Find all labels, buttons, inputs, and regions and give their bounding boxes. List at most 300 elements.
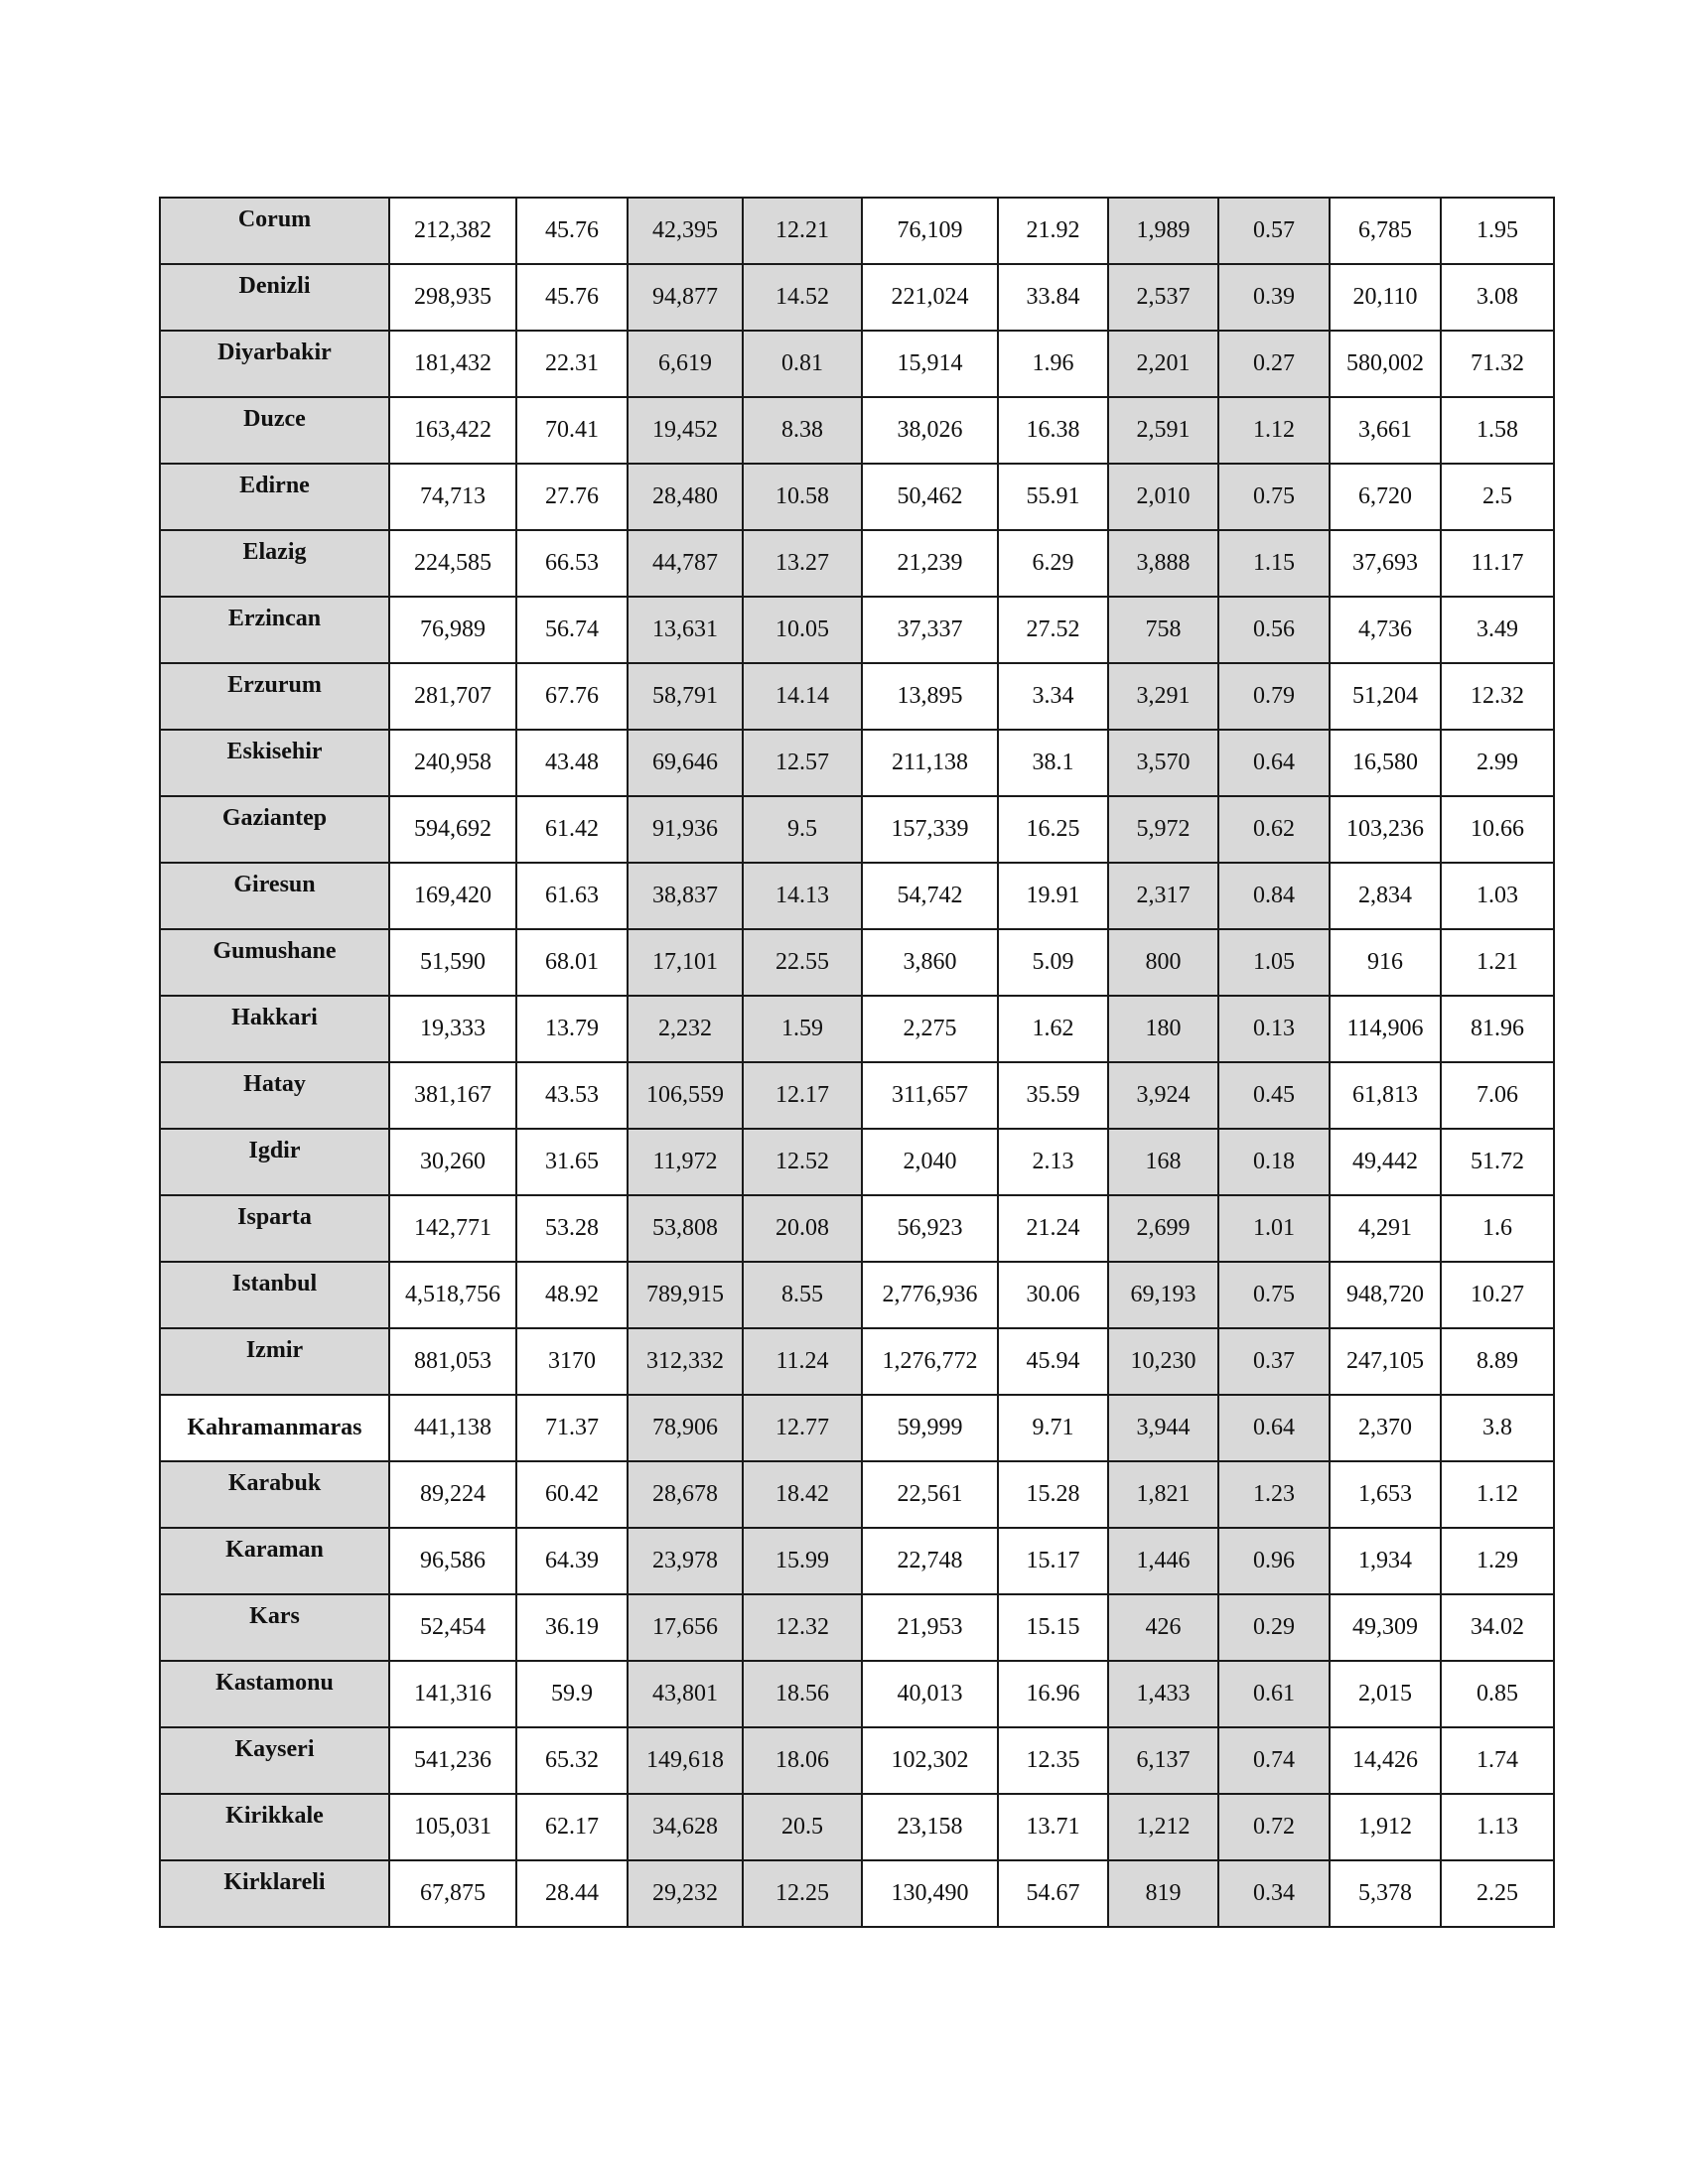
- province-name-cell: Karabuk: [160, 1461, 389, 1528]
- value-cell-col-8: 0.34: [1218, 1860, 1330, 1927]
- value-cell-col-2: 65.32: [516, 1727, 628, 1794]
- table-row: [160, 1262, 1554, 1328]
- value-cell-col-10: 1.29: [1441, 1528, 1554, 1594]
- value-cell-col-8: 0.37: [1218, 1328, 1330, 1395]
- value-cell-col-8: 0.96: [1218, 1528, 1330, 1594]
- value-cell-col-7: 2,201: [1108, 331, 1218, 397]
- value-cell-col-7: 1,821: [1108, 1461, 1218, 1528]
- value-cell-col-7: 5,972: [1108, 796, 1218, 863]
- value-cell-col-7: 1,212: [1108, 1794, 1218, 1860]
- value-cell-col-8: 1.12: [1218, 397, 1330, 464]
- value-cell-col-1: 4,518,756: [389, 1262, 516, 1328]
- table-row: [160, 730, 1554, 796]
- value-cell-col-5: 56,923: [862, 1195, 998, 1262]
- value-cell-col-3: 17,656: [628, 1594, 743, 1661]
- value-cell-col-7: 1,433: [1108, 1661, 1218, 1727]
- value-cell-col-7: 800: [1108, 929, 1218, 996]
- value-cell-col-4: 12.21: [743, 198, 862, 264]
- province-name-cell: Hakkari: [160, 996, 389, 1062]
- value-cell-col-8: 0.18: [1218, 1129, 1330, 1195]
- value-cell-col-2: 36.19: [516, 1594, 628, 1661]
- table-row: [160, 1594, 1554, 1661]
- table-row: [160, 1062, 1554, 1129]
- province-name-cell: Gumushane: [160, 929, 389, 996]
- value-cell-col-1: 141,316: [389, 1661, 516, 1727]
- province-name-cell: Corum: [160, 198, 389, 264]
- value-cell-col-6: 15.28: [998, 1461, 1108, 1528]
- value-cell-col-10: 1.03: [1441, 863, 1554, 929]
- value-cell-col-8: 0.84: [1218, 863, 1330, 929]
- value-cell-col-5: 22,561: [862, 1461, 998, 1528]
- value-cell-col-9: 2,834: [1330, 863, 1441, 929]
- value-cell-col-4: 8.38: [743, 397, 862, 464]
- value-cell-col-8: 0.62: [1218, 796, 1330, 863]
- value-cell-col-5: 3,860: [862, 929, 998, 996]
- value-cell-col-10: 1.6: [1441, 1195, 1554, 1262]
- value-cell-col-8: 0.79: [1218, 663, 1330, 730]
- value-cell-col-10: 3.49: [1441, 597, 1554, 663]
- value-cell-col-3: 28,678: [628, 1461, 743, 1528]
- value-cell-col-3: 58,791: [628, 663, 743, 730]
- province-name-cell: Igdir: [160, 1129, 389, 1195]
- value-cell-col-3: 34,628: [628, 1794, 743, 1860]
- province-name-cell: Erzincan: [160, 597, 389, 663]
- value-cell-col-7: 426: [1108, 1594, 1218, 1661]
- province-name-cell: Erzurum: [160, 663, 389, 730]
- value-cell-col-4: 10.58: [743, 464, 862, 530]
- value-cell-col-4: 18.56: [743, 1661, 862, 1727]
- value-cell-col-6: 5.09: [998, 929, 1108, 996]
- table-row: [160, 1195, 1554, 1262]
- value-cell-col-7: 758: [1108, 597, 1218, 663]
- province-name-cell: Hatay: [160, 1062, 389, 1129]
- value-cell-col-2: 64.39: [516, 1528, 628, 1594]
- value-cell-col-6: 13.71: [998, 1794, 1108, 1860]
- value-cell-col-10: 71.32: [1441, 331, 1554, 397]
- value-cell-col-5: 2,776,936: [862, 1262, 998, 1328]
- value-cell-col-9: 580,002: [1330, 331, 1441, 397]
- value-cell-col-10: 7.06: [1441, 1062, 1554, 1129]
- value-cell-col-8: 0.57: [1218, 198, 1330, 264]
- table-row: [160, 1461, 1554, 1528]
- value-cell-col-3: 11,972: [628, 1129, 743, 1195]
- value-cell-col-8: 0.74: [1218, 1727, 1330, 1794]
- value-cell-col-1: 19,333: [389, 996, 516, 1062]
- value-cell-col-6: 27.52: [998, 597, 1108, 663]
- value-cell-col-7: 69,193: [1108, 1262, 1218, 1328]
- value-cell-col-1: 163,422: [389, 397, 516, 464]
- province-name-cell: Kahramanmaras: [160, 1395, 389, 1461]
- value-cell-col-3: 23,978: [628, 1528, 743, 1594]
- value-cell-col-2: 68.01: [516, 929, 628, 996]
- table-row: [160, 863, 1554, 929]
- value-cell-col-5: 54,742: [862, 863, 998, 929]
- province-name-cell: Giresun: [160, 863, 389, 929]
- value-cell-col-2: 45.76: [516, 198, 628, 264]
- value-cell-col-5: 130,490: [862, 1860, 998, 1927]
- value-cell-col-2: 43.53: [516, 1062, 628, 1129]
- province-name-cell: Izmir: [160, 1328, 389, 1395]
- province-name-cell: Kirikkale: [160, 1794, 389, 1860]
- value-cell-col-3: 149,618: [628, 1727, 743, 1794]
- value-cell-col-10: 8.89: [1441, 1328, 1554, 1395]
- value-cell-col-1: 30,260: [389, 1129, 516, 1195]
- value-cell-col-10: 2.25: [1441, 1860, 1554, 1927]
- value-cell-col-2: 22.31: [516, 331, 628, 397]
- value-cell-col-9: 37,693: [1330, 530, 1441, 597]
- value-cell-col-3: 312,332: [628, 1328, 743, 1395]
- value-cell-col-9: 1,653: [1330, 1461, 1441, 1528]
- value-cell-col-4: 12.17: [743, 1062, 862, 1129]
- table-row: [160, 530, 1554, 597]
- value-cell-col-4: 14.52: [743, 264, 862, 331]
- value-cell-col-10: 81.96: [1441, 996, 1554, 1062]
- value-cell-col-7: 2,317: [1108, 863, 1218, 929]
- value-cell-col-3: 28,480: [628, 464, 743, 530]
- value-cell-col-7: 10,230: [1108, 1328, 1218, 1395]
- value-cell-col-5: 37,337: [862, 597, 998, 663]
- value-cell-col-7: 2,010: [1108, 464, 1218, 530]
- value-cell-col-5: 2,040: [862, 1129, 998, 1195]
- value-cell-col-2: 3170: [516, 1328, 628, 1395]
- value-cell-col-1: 74,713: [389, 464, 516, 530]
- value-cell-col-9: 6,785: [1330, 198, 1441, 264]
- value-cell-col-4: 1.59: [743, 996, 862, 1062]
- value-cell-col-5: 50,462: [862, 464, 998, 530]
- value-cell-col-1: 541,236: [389, 1727, 516, 1794]
- value-cell-col-7: 3,888: [1108, 530, 1218, 597]
- value-cell-col-9: 16,580: [1330, 730, 1441, 796]
- province-name-cell: Istanbul: [160, 1262, 389, 1328]
- value-cell-col-2: 66.53: [516, 530, 628, 597]
- value-cell-col-2: 62.17: [516, 1794, 628, 1860]
- value-cell-col-5: 23,158: [862, 1794, 998, 1860]
- province-name-cell: Kayseri: [160, 1727, 389, 1794]
- province-name-cell: Duzce: [160, 397, 389, 464]
- value-cell-col-1: 441,138: [389, 1395, 516, 1461]
- value-cell-col-6: 15.15: [998, 1594, 1108, 1661]
- table-row: [160, 264, 1554, 331]
- value-cell-col-2: 45.76: [516, 264, 628, 331]
- value-cell-col-1: 76,989: [389, 597, 516, 663]
- value-cell-col-1: 96,586: [389, 1528, 516, 1594]
- province-name-cell: Diyarbakir: [160, 331, 389, 397]
- value-cell-col-2: 56.74: [516, 597, 628, 663]
- province-name-cell: Karaman: [160, 1528, 389, 1594]
- value-cell-col-7: 3,291: [1108, 663, 1218, 730]
- table-row: [160, 796, 1554, 863]
- table-row: [160, 198, 1554, 264]
- value-cell-col-8: 1.15: [1218, 530, 1330, 597]
- value-cell-col-6: 16.25: [998, 796, 1108, 863]
- value-cell-col-3: 789,915: [628, 1262, 743, 1328]
- value-cell-col-9: 247,105: [1330, 1328, 1441, 1395]
- value-cell-col-7: 3,570: [1108, 730, 1218, 796]
- value-cell-col-8: 0.56: [1218, 597, 1330, 663]
- value-cell-col-6: 38.1: [998, 730, 1108, 796]
- value-cell-col-5: 21,953: [862, 1594, 998, 1661]
- value-cell-col-4: 12.52: [743, 1129, 862, 1195]
- value-cell-col-5: 59,999: [862, 1395, 998, 1461]
- value-cell-col-9: 6,720: [1330, 464, 1441, 530]
- value-cell-col-10: 51.72: [1441, 1129, 1554, 1195]
- value-cell-col-1: 67,875: [389, 1860, 516, 1927]
- value-cell-col-9: 1,912: [1330, 1794, 1441, 1860]
- province-statistics-table: [159, 197, 1555, 1928]
- value-cell-col-5: 13,895: [862, 663, 998, 730]
- value-cell-col-3: 43,801: [628, 1661, 743, 1727]
- province-name-cell: Denizli: [160, 264, 389, 331]
- table-row: [160, 597, 1554, 663]
- value-cell-col-1: 594,692: [389, 796, 516, 863]
- value-cell-col-4: 11.24: [743, 1328, 862, 1395]
- value-cell-col-2: 31.65: [516, 1129, 628, 1195]
- value-cell-col-6: 19.91: [998, 863, 1108, 929]
- value-cell-col-4: 12.57: [743, 730, 862, 796]
- value-cell-col-6: 2.13: [998, 1129, 1108, 1195]
- value-cell-col-5: 221,024: [862, 264, 998, 331]
- value-cell-col-7: 819: [1108, 1860, 1218, 1927]
- value-cell-col-9: 4,736: [1330, 597, 1441, 663]
- value-cell-col-7: 168: [1108, 1129, 1218, 1195]
- value-cell-col-6: 1.96: [998, 331, 1108, 397]
- value-cell-col-1: 51,590: [389, 929, 516, 996]
- value-cell-col-3: 38,837: [628, 863, 743, 929]
- value-cell-col-10: 1.13: [1441, 1794, 1554, 1860]
- value-cell-col-5: 40,013: [862, 1661, 998, 1727]
- value-cell-col-3: 17,101: [628, 929, 743, 996]
- value-cell-col-8: 0.61: [1218, 1661, 1330, 1727]
- value-cell-col-4: 20.5: [743, 1794, 862, 1860]
- value-cell-col-5: 2,275: [862, 996, 998, 1062]
- value-cell-col-2: 61.63: [516, 863, 628, 929]
- value-cell-col-6: 16.38: [998, 397, 1108, 464]
- value-cell-col-8: 0.29: [1218, 1594, 1330, 1661]
- value-cell-col-1: 212,382: [389, 198, 516, 264]
- value-cell-col-2: 61.42: [516, 796, 628, 863]
- value-cell-col-9: 14,426: [1330, 1727, 1441, 1794]
- value-cell-col-4: 18.06: [743, 1727, 862, 1794]
- value-cell-col-9: 5,378: [1330, 1860, 1441, 1927]
- table-row: [160, 1727, 1554, 1794]
- value-cell-col-4: 0.81: [743, 331, 862, 397]
- value-cell-col-4: 12.77: [743, 1395, 862, 1461]
- value-cell-col-4: 14.13: [743, 863, 862, 929]
- value-cell-col-8: 0.72: [1218, 1794, 1330, 1860]
- value-cell-col-8: 0.64: [1218, 730, 1330, 796]
- table-body: [160, 198, 1554, 1927]
- value-cell-col-10: 1.95: [1441, 198, 1554, 264]
- value-cell-col-8: 0.45: [1218, 1062, 1330, 1129]
- value-cell-col-10: 10.66: [1441, 796, 1554, 863]
- value-cell-col-10: 11.17: [1441, 530, 1554, 597]
- value-cell-col-3: 2,232: [628, 996, 743, 1062]
- value-cell-col-1: 281,707: [389, 663, 516, 730]
- value-cell-col-1: 181,432: [389, 331, 516, 397]
- value-cell-col-1: 169,420: [389, 863, 516, 929]
- value-cell-col-3: 6,619: [628, 331, 743, 397]
- value-cell-col-6: 55.91: [998, 464, 1108, 530]
- value-cell-col-7: 3,944: [1108, 1395, 1218, 1461]
- value-cell-col-3: 94,877: [628, 264, 743, 331]
- value-cell-col-7: 2,591: [1108, 397, 1218, 464]
- value-cell-col-5: 102,302: [862, 1727, 998, 1794]
- value-cell-col-5: 21,239: [862, 530, 998, 597]
- value-cell-col-8: 0.64: [1218, 1395, 1330, 1461]
- value-cell-col-4: 10.05: [743, 597, 862, 663]
- value-cell-col-2: 53.28: [516, 1195, 628, 1262]
- value-cell-col-6: 1.62: [998, 996, 1108, 1062]
- value-cell-col-2: 48.92: [516, 1262, 628, 1328]
- value-cell-col-8: 1.23: [1218, 1461, 1330, 1528]
- value-cell-col-6: 33.84: [998, 264, 1108, 331]
- value-cell-col-3: 13,631: [628, 597, 743, 663]
- value-cell-col-3: 78,906: [628, 1395, 743, 1461]
- value-cell-col-2: 59.9: [516, 1661, 628, 1727]
- value-cell-col-6: 16.96: [998, 1661, 1108, 1727]
- province-name-cell: Gaziantep: [160, 796, 389, 863]
- value-cell-col-2: 27.76: [516, 464, 628, 530]
- table-row: [160, 1860, 1554, 1927]
- value-cell-col-3: 53,808: [628, 1195, 743, 1262]
- value-cell-col-9: 3,661: [1330, 397, 1441, 464]
- value-cell-col-1: 52,454: [389, 1594, 516, 1661]
- value-cell-col-7: 3,924: [1108, 1062, 1218, 1129]
- value-cell-col-4: 14.14: [743, 663, 862, 730]
- value-cell-col-5: 211,138: [862, 730, 998, 796]
- value-cell-col-2: 71.37: [516, 1395, 628, 1461]
- value-cell-col-5: 1,276,772: [862, 1328, 998, 1395]
- value-cell-col-7: 2,537: [1108, 264, 1218, 331]
- value-cell-col-10: 12.32: [1441, 663, 1554, 730]
- value-cell-col-5: 76,109: [862, 198, 998, 264]
- province-name-cell: Kirklareli: [160, 1860, 389, 1927]
- table-row: [160, 1661, 1554, 1727]
- value-cell-col-9: 2,015: [1330, 1661, 1441, 1727]
- value-cell-col-3: 106,559: [628, 1062, 743, 1129]
- value-cell-col-2: 13.79: [516, 996, 628, 1062]
- value-cell-col-10: 10.27: [1441, 1262, 1554, 1328]
- value-cell-col-4: 20.08: [743, 1195, 862, 1262]
- value-cell-col-9: 2,370: [1330, 1395, 1441, 1461]
- value-cell-col-6: 9.71: [998, 1395, 1108, 1461]
- value-cell-col-1: 881,053: [389, 1328, 516, 1395]
- table-row: [160, 1129, 1554, 1195]
- value-cell-col-1: 298,935: [389, 264, 516, 331]
- value-cell-col-3: 44,787: [628, 530, 743, 597]
- value-cell-col-8: 0.75: [1218, 1262, 1330, 1328]
- table-row: [160, 331, 1554, 397]
- value-cell-col-10: 0.85: [1441, 1661, 1554, 1727]
- value-cell-col-9: 103,236: [1330, 796, 1441, 863]
- value-cell-col-9: 49,442: [1330, 1129, 1441, 1195]
- table-row: [160, 1528, 1554, 1594]
- province-name-cell: Kastamonu: [160, 1661, 389, 1727]
- value-cell-col-4: 8.55: [743, 1262, 862, 1328]
- value-cell-col-1: 381,167: [389, 1062, 516, 1129]
- table-row: [160, 663, 1554, 730]
- value-cell-col-10: 3.08: [1441, 264, 1554, 331]
- value-cell-col-10: 34.02: [1441, 1594, 1554, 1661]
- value-cell-col-10: 1.21: [1441, 929, 1554, 996]
- value-cell-col-9: 20,110: [1330, 264, 1441, 331]
- value-cell-col-10: 2.5: [1441, 464, 1554, 530]
- value-cell-col-7: 1,446: [1108, 1528, 1218, 1594]
- value-cell-col-3: 29,232: [628, 1860, 743, 1927]
- table-row: [160, 1794, 1554, 1860]
- table-row: [160, 929, 1554, 996]
- value-cell-col-7: 1,989: [1108, 198, 1218, 264]
- value-cell-col-6: 35.59: [998, 1062, 1108, 1129]
- value-cell-col-10: 1.58: [1441, 397, 1554, 464]
- value-cell-col-4: 22.55: [743, 929, 862, 996]
- value-cell-col-10: 1.74: [1441, 1727, 1554, 1794]
- value-cell-col-6: 45.94: [998, 1328, 1108, 1395]
- value-cell-col-6: 30.06: [998, 1262, 1108, 1328]
- value-cell-col-1: 224,585: [389, 530, 516, 597]
- value-cell-col-10: 3.8: [1441, 1395, 1554, 1461]
- value-cell-col-1: 142,771: [389, 1195, 516, 1262]
- value-cell-col-6: 54.67: [998, 1860, 1108, 1927]
- province-name-cell: Isparta: [160, 1195, 389, 1262]
- province-name-cell: Edirne: [160, 464, 389, 530]
- value-cell-col-2: 43.48: [516, 730, 628, 796]
- value-cell-col-9: 51,204: [1330, 663, 1441, 730]
- value-cell-col-5: 38,026: [862, 397, 998, 464]
- value-cell-col-9: 916: [1330, 929, 1441, 996]
- value-cell-col-2: 67.76: [516, 663, 628, 730]
- value-cell-col-6: 15.17: [998, 1528, 1108, 1594]
- value-cell-col-3: 91,936: [628, 796, 743, 863]
- value-cell-col-2: 28.44: [516, 1860, 628, 1927]
- value-cell-col-6: 3.34: [998, 663, 1108, 730]
- table-row: [160, 1328, 1554, 1395]
- table-row: [160, 996, 1554, 1062]
- value-cell-col-5: 157,339: [862, 796, 998, 863]
- province-name-cell: Eskisehir: [160, 730, 389, 796]
- value-cell-col-9: 4,291: [1330, 1195, 1441, 1262]
- value-cell-col-6: 21.24: [998, 1195, 1108, 1262]
- value-cell-col-5: 311,657: [862, 1062, 998, 1129]
- value-cell-col-4: 9.5: [743, 796, 862, 863]
- value-cell-col-1: 105,031: [389, 1794, 516, 1860]
- value-cell-col-5: 22,748: [862, 1528, 998, 1594]
- value-cell-col-2: 60.42: [516, 1461, 628, 1528]
- value-cell-col-9: 49,309: [1330, 1594, 1441, 1661]
- province-name-cell: Kars: [160, 1594, 389, 1661]
- value-cell-col-1: 89,224: [389, 1461, 516, 1528]
- value-cell-col-6: 6.29: [998, 530, 1108, 597]
- value-cell-col-7: 2,699: [1108, 1195, 1218, 1262]
- table-row: [160, 464, 1554, 530]
- value-cell-col-9: 948,720: [1330, 1262, 1441, 1328]
- value-cell-col-3: 69,646: [628, 730, 743, 796]
- value-cell-col-8: 1.01: [1218, 1195, 1330, 1262]
- value-cell-col-7: 6,137: [1108, 1727, 1218, 1794]
- value-cell-col-4: 13.27: [743, 530, 862, 597]
- value-cell-col-8: 0.39: [1218, 264, 1330, 331]
- value-cell-col-9: 61,813: [1330, 1062, 1441, 1129]
- value-cell-col-8: 0.13: [1218, 996, 1330, 1062]
- value-cell-col-10: 1.12: [1441, 1461, 1554, 1528]
- value-cell-col-6: 21.92: [998, 198, 1108, 264]
- value-cell-col-4: 18.42: [743, 1461, 862, 1528]
- value-cell-col-8: 0.27: [1218, 331, 1330, 397]
- table-row: [160, 1395, 1554, 1461]
- value-cell-col-9: 1,934: [1330, 1528, 1441, 1594]
- value-cell-col-4: 15.99: [743, 1528, 862, 1594]
- province-name-cell: Elazig: [160, 530, 389, 597]
